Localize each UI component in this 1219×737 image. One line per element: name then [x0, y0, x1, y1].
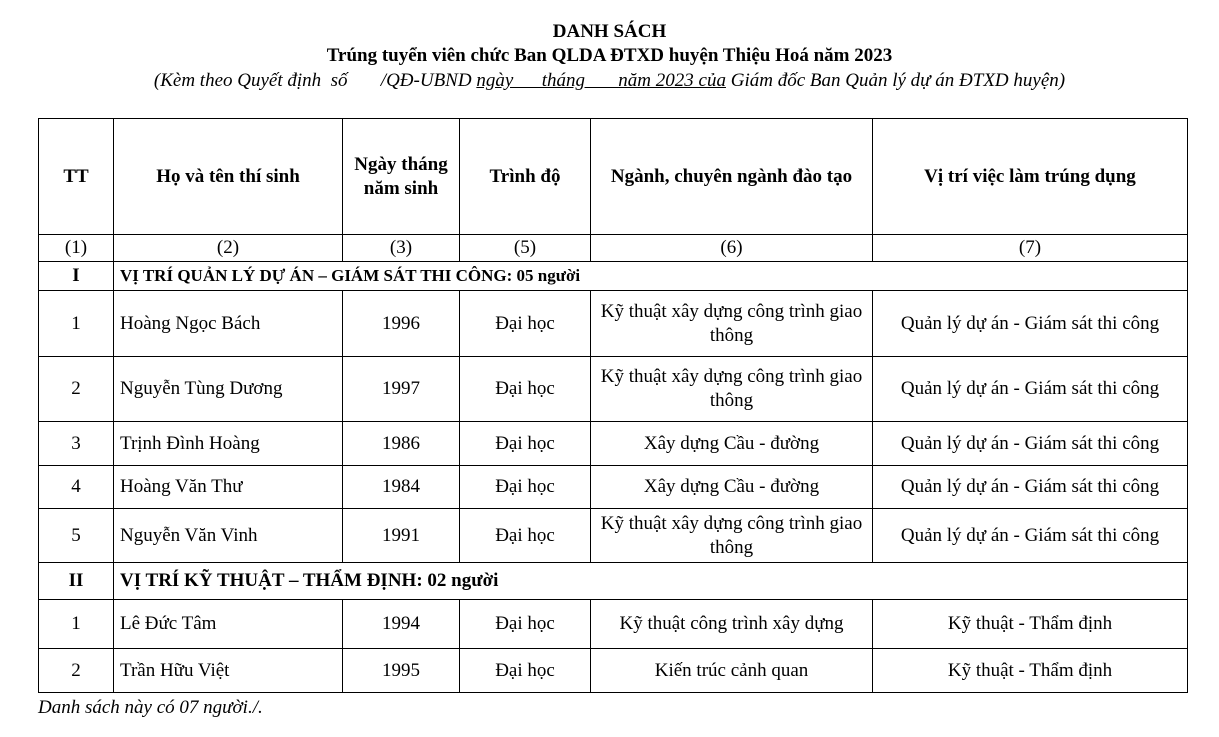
cell-level: Đại học — [460, 649, 591, 693]
table-header-row — [39, 119, 1188, 235]
cell-level: Đại học — [460, 509, 591, 563]
cell-tt: 2 — [39, 649, 114, 693]
cell-name: Lê Đức Tâm — [114, 600, 343, 649]
cell-level: Đại học — [460, 600, 591, 649]
cell-position: Quản lý dự án - Giám sát thi công — [873, 422, 1188, 466]
section-row — [39, 262, 1188, 291]
cell-position: Quản lý dự án - Giám sát thi công — [873, 291, 1188, 357]
cell-major: Kiến trúc cảnh quan — [591, 649, 873, 693]
section-number: I — [39, 262, 114, 291]
cell-major: Xây dựng Cầu - đường — [591, 466, 873, 509]
footer-note: Danh sách này có 07 người./. — [38, 697, 263, 718]
cell-level: Đại học — [460, 357, 591, 422]
column-header-name: Họ và tên thí sinh — [114, 119, 343, 235]
cell-tt: 3 — [39, 422, 114, 466]
cell-tt: 4 — [39, 466, 114, 509]
cell-position: Kỹ thuật - Thẩm định — [873, 600, 1188, 649]
table-row — [39, 422, 1188, 466]
cell-birth: 1991 — [343, 509, 460, 563]
cell-name: Nguyễn Tùng Dương — [114, 357, 343, 422]
cell-level: Đại học — [460, 291, 591, 357]
cell-major: Kỹ thuật công trình xây dựng — [591, 600, 873, 649]
table-row — [39, 600, 1188, 649]
decision-note-date: ngày tháng năm 2023 của — [476, 70, 726, 91]
section-number: II — [39, 563, 114, 600]
table-row — [39, 291, 1188, 357]
column-header-birth: Ngày tháng năm sinh — [343, 119, 460, 235]
column-number: (5) — [460, 235, 591, 262]
cell-name: Trịnh Đình Hoàng — [114, 422, 343, 466]
cell-major: Kỹ thuật xây dựng công trình giao thông — [591, 357, 873, 422]
cell-name: Nguyễn Văn Vinh — [114, 509, 343, 563]
column-number-row — [39, 235, 1188, 262]
table-row — [39, 357, 1188, 422]
candidate-table — [38, 118, 1188, 693]
section-title: VỊ TRÍ KỸ THUẬT – THẨM ĐỊNH: 02 người — [114, 563, 1188, 600]
cell-name: Trần Hữu Việt — [114, 649, 343, 693]
column-number: (6) — [591, 235, 873, 262]
decision-note — [0, 70, 1219, 92]
column-header-position: Vị trí việc làm trúng dụng — [873, 119, 1188, 235]
column-number: (7) — [873, 235, 1188, 262]
cell-birth: 1984 — [343, 466, 460, 509]
section-title: VỊ TRÍ QUẢN LÝ DỰ ÁN – GIÁM SÁT THI CÔNG: 05 người — [114, 262, 1188, 291]
table-row — [39, 649, 1188, 693]
cell-tt: 5 — [39, 509, 114, 563]
cell-major: Kỹ thuật xây dựng công trình giao thông — [591, 291, 873, 357]
column-number: (1) — [39, 235, 114, 262]
cell-level: Đại học — [460, 422, 591, 466]
column-header-tt: TT — [39, 119, 114, 235]
column-number: (2) — [114, 235, 343, 262]
table-row — [39, 466, 1188, 509]
column-number: (3) — [343, 235, 460, 262]
cell-name: Hoàng Ngọc Bách — [114, 291, 343, 357]
cell-major: Kỹ thuật xây dựng công trình giao thông — [591, 509, 873, 563]
cell-level: Đại học — [460, 466, 591, 509]
document-title: DANH SÁCH — [552, 21, 667, 42]
cell-tt: 1 — [39, 600, 114, 649]
cell-position: Quản lý dự án - Giám sát thi công — [873, 509, 1188, 563]
cell-birth: 1986 — [343, 422, 460, 466]
column-header-major: Ngành, chuyên ngành đào tạo — [591, 119, 873, 235]
cell-tt: 2 — [39, 357, 114, 422]
document-subtitle: Trúng tuyển viên chức Ban QLDA ĐTXD huyện Thiệu Hoá năm 2023 — [326, 45, 893, 66]
cell-birth: 1997 — [343, 357, 460, 422]
table-row — [39, 509, 1188, 563]
cell-tt: 1 — [39, 291, 114, 357]
cell-birth: 1996 — [343, 291, 460, 357]
cell-position: Kỹ thuật - Thẩm định — [873, 649, 1188, 693]
cell-birth: 1995 — [343, 649, 460, 693]
cell-name: Hoàng Văn Thư — [114, 466, 343, 509]
column-header-level: Trình độ — [460, 119, 591, 235]
cell-position: Quản lý dự án - Giám sát thi công — [873, 466, 1188, 509]
cell-major: Xây dựng Cầu - đường — [591, 422, 873, 466]
section-row — [39, 563, 1188, 600]
cell-position: Quản lý dự án - Giám sát thi công — [873, 357, 1188, 422]
decision-note-part-1: (Kèm theo Quyết định số /QĐ-UBND — [153, 70, 477, 91]
cell-birth: 1994 — [343, 600, 460, 649]
decision-note-part-2: Giám đốc Ban Quản lý dự án ĐTXD huyện) — [725, 70, 1066, 91]
